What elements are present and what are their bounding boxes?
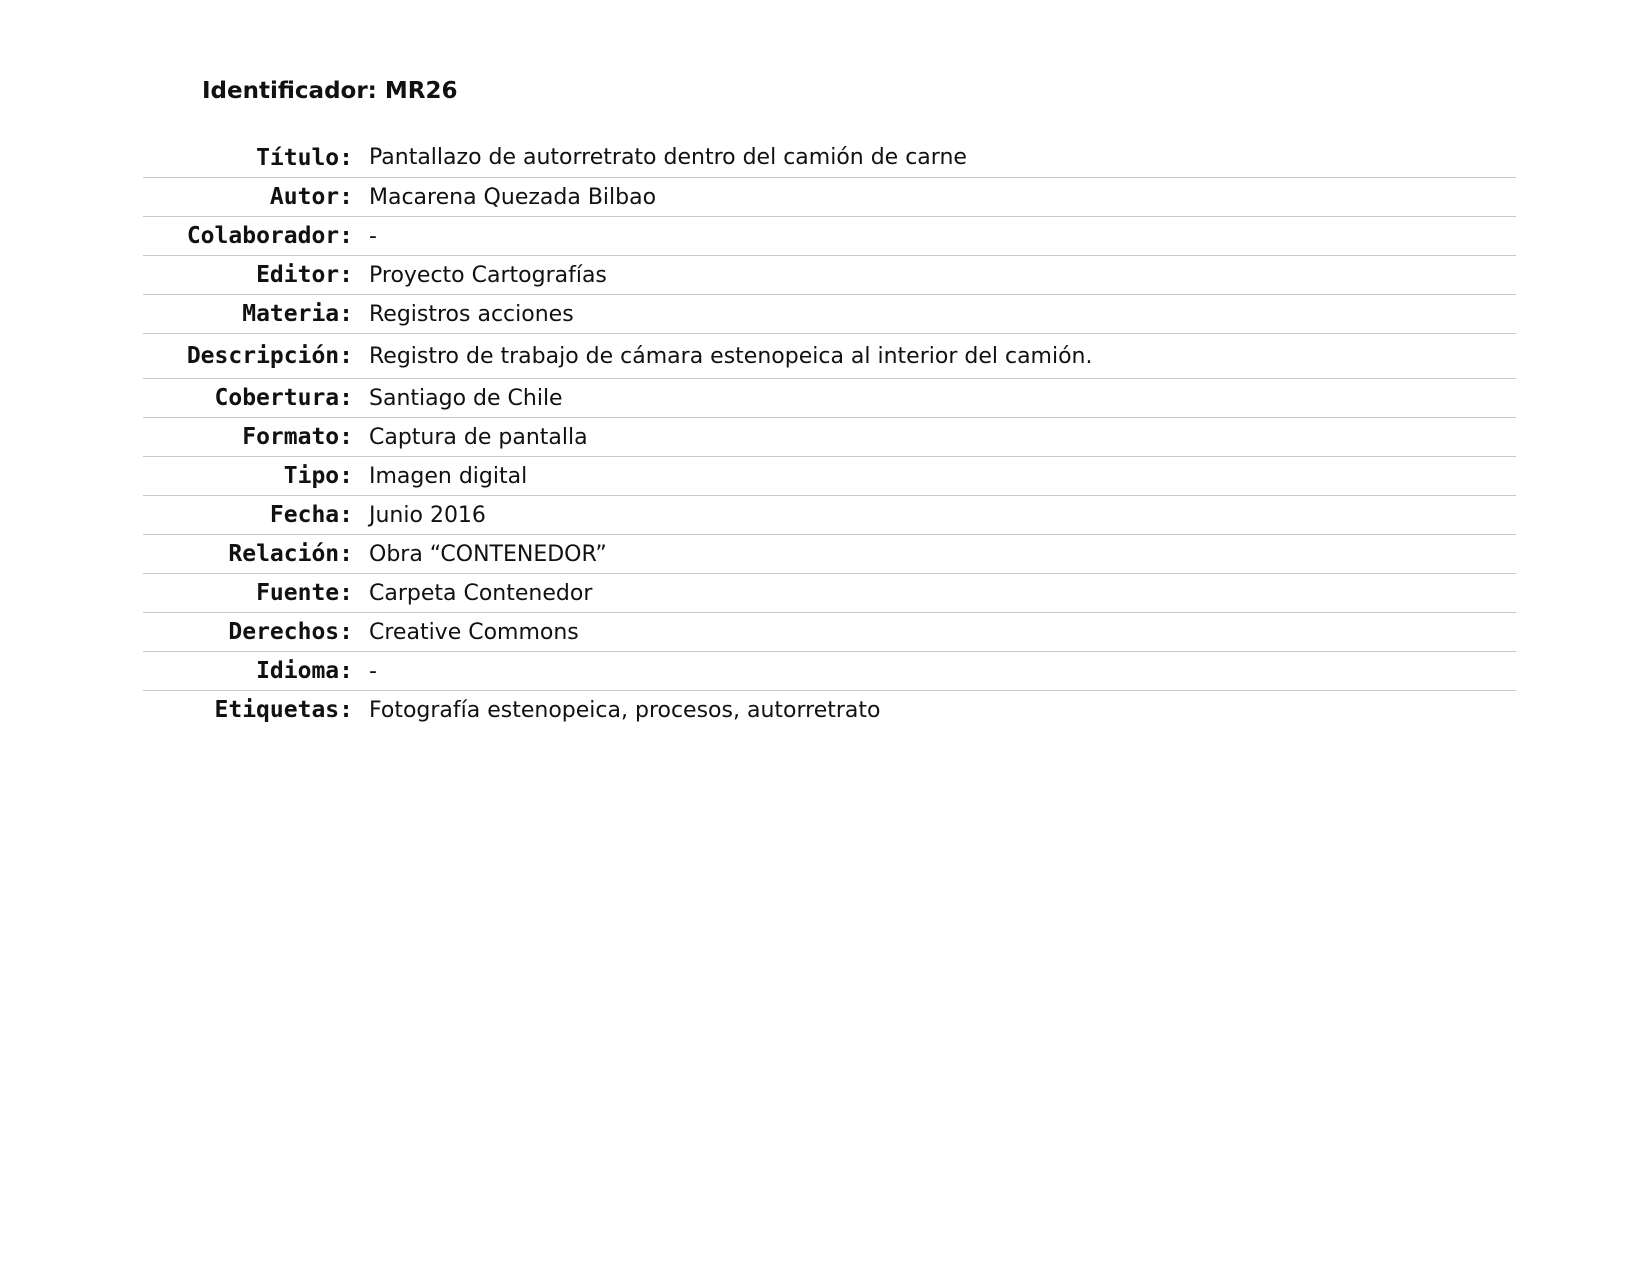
field-value: Fotografía estenopeica, procesos, autorretrato bbox=[369, 697, 881, 723]
metadata-row-autor bbox=[143, 177, 1516, 216]
field-label: Título: bbox=[256, 144, 353, 171]
metadata-row-titulo bbox=[143, 138, 1516, 177]
field-value: Registros acciones bbox=[369, 301, 574, 327]
field-label: Autor: bbox=[269, 184, 353, 210]
field-label: Fecha: bbox=[269, 502, 353, 528]
field-label: Editor: bbox=[256, 262, 353, 288]
field-value: Pantallazo de autorretrato dentro del camión de carne bbox=[369, 145, 967, 170]
metadata-row-fuente bbox=[143, 573, 1516, 612]
metadata-row-descripcion bbox=[143, 333, 1516, 378]
metadata-row-derechos bbox=[143, 612, 1516, 651]
field-label: Derechos: bbox=[228, 619, 353, 645]
metadata-row-etiquetas bbox=[143, 690, 1516, 729]
metadata-row-fecha bbox=[143, 495, 1516, 534]
metadata-row-tipo bbox=[143, 456, 1516, 495]
field-value: Santiago de Chile bbox=[369, 385, 563, 411]
field-label: Idioma: bbox=[256, 658, 353, 684]
metadata-row-formato bbox=[143, 417, 1516, 456]
field-value: Proyecto Cartografías bbox=[369, 262, 607, 288]
field-label: Formato: bbox=[242, 424, 353, 450]
metadata-row-materia bbox=[143, 294, 1516, 333]
field-value: Obra “CONTENEDOR” bbox=[369, 541, 607, 567]
metadata-row-idioma bbox=[143, 651, 1516, 690]
field-label: Etiquetas: bbox=[214, 697, 353, 723]
field-value: - bbox=[369, 658, 377, 684]
metadata-table bbox=[143, 138, 1516, 729]
field-label: Fuente: bbox=[256, 580, 353, 606]
field-value: Imagen digital bbox=[369, 463, 528, 489]
field-value: Junio 2016 bbox=[369, 502, 486, 528]
field-value: Registro de trabajo de cámara estenopeica al interior del camión. bbox=[369, 343, 1093, 369]
metadata-row-editor bbox=[143, 255, 1516, 294]
field-value: Carpeta Contenedor bbox=[369, 580, 593, 606]
field-value: - bbox=[369, 223, 377, 249]
field-value: Macarena Quezada Bilbao bbox=[369, 184, 657, 210]
metadata-row-relacion bbox=[143, 534, 1516, 573]
field-value: Captura de pantalla bbox=[369, 424, 588, 450]
field-value: Creative Commons bbox=[369, 619, 579, 645]
field-label: Materia: bbox=[242, 301, 353, 327]
field-label: Descripción: bbox=[186, 343, 353, 369]
identifier-heading: Identificador: MR26 bbox=[202, 78, 458, 104]
field-label: Tipo: bbox=[283, 463, 353, 489]
field-label: Cobertura: bbox=[214, 385, 353, 411]
field-label: Colaborador: bbox=[186, 223, 353, 249]
metadata-row-colaborador bbox=[143, 216, 1516, 255]
metadata-row-cobertura bbox=[143, 378, 1516, 417]
field-label: Relación: bbox=[228, 541, 353, 567]
